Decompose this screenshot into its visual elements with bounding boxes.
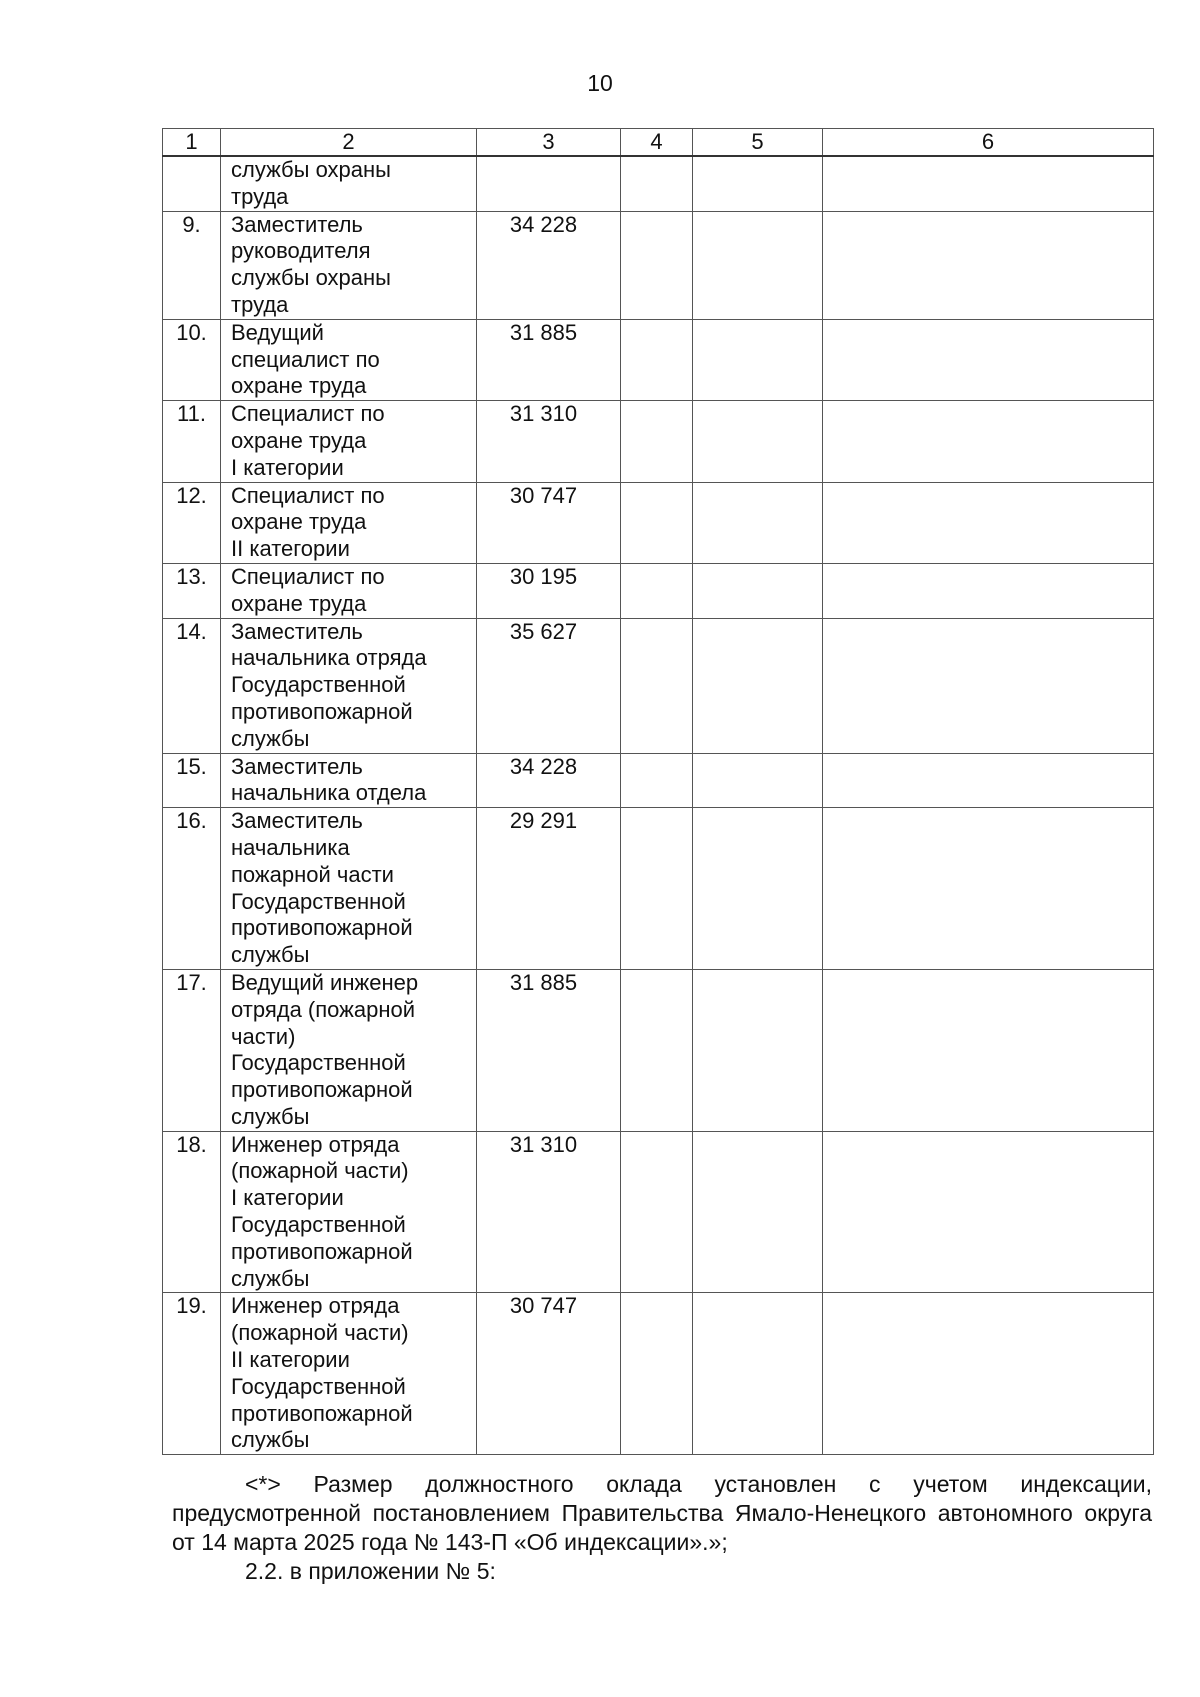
- row-number-cell: 17.: [163, 969, 221, 1131]
- position-title-line: I категории: [231, 454, 344, 480]
- position-title-cell: [221, 319, 477, 400]
- empty-cell-c6: [823, 319, 1154, 400]
- position-title-line: службы: [231, 1265, 310, 1291]
- position-title-line: Ведущий инженер: [231, 969, 419, 995]
- position-title-cell: [221, 1293, 477, 1455]
- position-title-cell: [221, 156, 477, 211]
- position-title-line: отряда (пожарной: [231, 996, 416, 1022]
- salary-cell: 35 627: [477, 618, 621, 753]
- empty-cell-c6: [823, 401, 1154, 482]
- row-number-cell: 18.: [163, 1131, 221, 1293]
- salary-cell: 29 291: [477, 808, 621, 970]
- table-row: [163, 401, 1154, 482]
- position-title-line: II категории: [231, 1347, 350, 1373]
- position-title-line: пожарной части: [231, 861, 394, 887]
- footnote: [172, 1470, 1152, 1586]
- salary-cell: 31 310: [477, 1131, 621, 1293]
- position-title-line: части): [231, 1023, 296, 1049]
- empty-cell-c6: [823, 808, 1154, 970]
- salary-cell: 31 885: [477, 969, 621, 1131]
- position-title-line: Государственной: [231, 1050, 406, 1076]
- position-title-line: противопожарной: [231, 1238, 413, 1264]
- row-number-cell: 12.: [163, 482, 221, 563]
- salary-table: [162, 128, 1154, 1455]
- row-number-cell: 9.: [163, 211, 221, 319]
- position-title-line: охране труда: [231, 427, 367, 453]
- empty-cell-c5: [693, 753, 823, 808]
- salary-cell: 34 228: [477, 753, 621, 808]
- footnote-text: <*> Размер должностного оклада установлен с учетом индексации, предусмотренной постановлением Правительства Ямало-Ненецкого автономного округа от 14 марта 2025 года № 143-П «Об индексации».»;: [172, 1471, 1152, 1555]
- position-title-cell: [221, 482, 477, 563]
- column-header: 4: [621, 129, 693, 157]
- empty-cell-c6: [823, 969, 1154, 1131]
- empty-cell-c4: [621, 563, 693, 618]
- position-title-line: II категории: [231, 536, 350, 562]
- empty-cell-c6: [823, 1293, 1154, 1455]
- position-title-line: противопожарной: [231, 915, 413, 941]
- salary-cell: [477, 156, 621, 211]
- empty-cell-c4: [621, 482, 693, 563]
- table-row: [163, 482, 1154, 563]
- position-title-line: специалист по: [231, 346, 380, 372]
- position-title-line: охране труда: [231, 509, 367, 535]
- empty-cell-c6: [823, 618, 1154, 753]
- position-title-line: (пожарной части): [231, 1320, 409, 1346]
- table-row: [163, 156, 1154, 211]
- empty-cell-c6: [823, 211, 1154, 319]
- position-title-line: Государственной: [231, 1373, 406, 1399]
- position-title-line: службы: [231, 942, 310, 968]
- position-title-cell: [221, 969, 477, 1131]
- empty-cell-c5: [693, 156, 823, 211]
- table-row: [163, 618, 1154, 753]
- empty-cell-c4: [621, 1293, 693, 1455]
- position-title-line: труда: [231, 291, 289, 317]
- empty-cell-c4: [621, 319, 693, 400]
- position-title-line: Ведущий: [231, 319, 324, 345]
- position-title-line: начальника: [231, 834, 350, 860]
- table-row: [163, 969, 1154, 1131]
- row-number-cell: 13.: [163, 563, 221, 618]
- position-title-line: службы охраны: [231, 157, 391, 182]
- position-title-cell: [221, 211, 477, 319]
- empty-cell-c4: [621, 156, 693, 211]
- row-number-cell: 10.: [163, 319, 221, 400]
- empty-cell-c6: [823, 1131, 1154, 1293]
- column-header: 2: [221, 129, 477, 157]
- empty-cell-c6: [823, 563, 1154, 618]
- position-title-cell: [221, 618, 477, 753]
- empty-cell-c5: [693, 1293, 823, 1455]
- empty-cell-c4: [621, 618, 693, 753]
- position-title-line: службы: [231, 1103, 310, 1129]
- position-title-line: начальника отряда: [231, 645, 427, 671]
- table-row: [163, 319, 1154, 400]
- empty-cell-c6: [823, 156, 1154, 211]
- table-row: [163, 563, 1154, 618]
- next-item-text: 2.2. в приложении № 5:: [245, 1558, 496, 1584]
- salary-cell: 30 747: [477, 1293, 621, 1455]
- table-row: [163, 1131, 1154, 1293]
- position-title-line: Специалист по: [231, 563, 385, 589]
- position-title-line: службы охраны: [231, 265, 391, 291]
- page-number: 10: [587, 70, 613, 96]
- empty-cell-c5: [693, 1131, 823, 1293]
- position-title-cell: [221, 563, 477, 618]
- salary-cell: 31 885: [477, 319, 621, 400]
- position-title-line: Специалист по: [231, 482, 385, 508]
- table-row: [163, 808, 1154, 970]
- position-title-cell: [221, 401, 477, 482]
- position-title-line: противопожарной: [231, 1077, 413, 1103]
- salary-cell: 31 310: [477, 401, 621, 482]
- empty-cell-c5: [693, 808, 823, 970]
- position-title-line: Государственной: [231, 888, 406, 914]
- position-title-line: Инженер отряда: [231, 1131, 400, 1157]
- empty-cell-c5: [693, 482, 823, 563]
- table-row: [163, 211, 1154, 319]
- row-number-cell: 11.: [163, 401, 221, 482]
- empty-cell-c5: [693, 211, 823, 319]
- empty-cell-c4: [621, 753, 693, 808]
- row-number-cell: 16.: [163, 808, 221, 970]
- position-title-line: Государственной: [231, 672, 406, 698]
- empty-cell-c4: [621, 1131, 693, 1293]
- position-title-line: охране труда: [231, 590, 367, 616]
- position-title-line: охране труда: [231, 373, 367, 399]
- position-title-line: (пожарной части): [231, 1158, 409, 1184]
- position-title-line: труда: [231, 183, 289, 209]
- position-title-cell: [221, 753, 477, 808]
- column-header: 6: [823, 129, 1154, 157]
- row-number-cell: 15.: [163, 753, 221, 808]
- empty-cell-c4: [621, 969, 693, 1131]
- position-title-line: Государственной: [231, 1212, 406, 1238]
- table-header-row: [163, 129, 1154, 157]
- salary-cell: 34 228: [477, 211, 621, 319]
- table-row: [163, 1293, 1154, 1455]
- empty-cell-c5: [693, 618, 823, 753]
- row-number-cell: 14.: [163, 618, 221, 753]
- position-title-line: Специалист по: [231, 401, 385, 427]
- empty-cell-c6: [823, 753, 1154, 808]
- position-title-line: Заместитель: [231, 211, 363, 237]
- table-body: [163, 156, 1154, 1455]
- position-title-line: Инженер отряда: [231, 1293, 400, 1319]
- empty-cell-c5: [693, 563, 823, 618]
- table-row: [163, 753, 1154, 808]
- position-title-line: противопожарной: [231, 698, 413, 724]
- salary-cell: 30 747: [477, 482, 621, 563]
- row-number-cell: [163, 156, 221, 211]
- position-title-cell: [221, 1131, 477, 1293]
- empty-cell-c4: [621, 401, 693, 482]
- salary-cell: 30 195: [477, 563, 621, 618]
- position-title-line: начальника отдела: [231, 780, 427, 806]
- empty-cell-c6: [823, 482, 1154, 563]
- position-title-line: I категории: [231, 1185, 344, 1211]
- position-title-line: противопожарной: [231, 1400, 413, 1426]
- position-title-line: Заместитель: [231, 753, 363, 779]
- position-title-line: руководителя: [231, 238, 371, 264]
- empty-cell-c5: [693, 319, 823, 400]
- position-title-line: Заместитель: [231, 618, 363, 644]
- empty-cell-c4: [621, 211, 693, 319]
- empty-cell-c4: [621, 808, 693, 970]
- position-title-line: Заместитель: [231, 808, 363, 834]
- column-header: 5: [693, 129, 823, 157]
- column-header: 1: [163, 129, 221, 157]
- empty-cell-c5: [693, 969, 823, 1131]
- empty-cell-c5: [693, 401, 823, 482]
- position-title-line: службы: [231, 725, 310, 751]
- column-header: 3: [477, 129, 621, 157]
- position-title-line: службы: [231, 1427, 310, 1453]
- position-title-cell: [221, 808, 477, 970]
- row-number-cell: 19.: [163, 1293, 221, 1455]
